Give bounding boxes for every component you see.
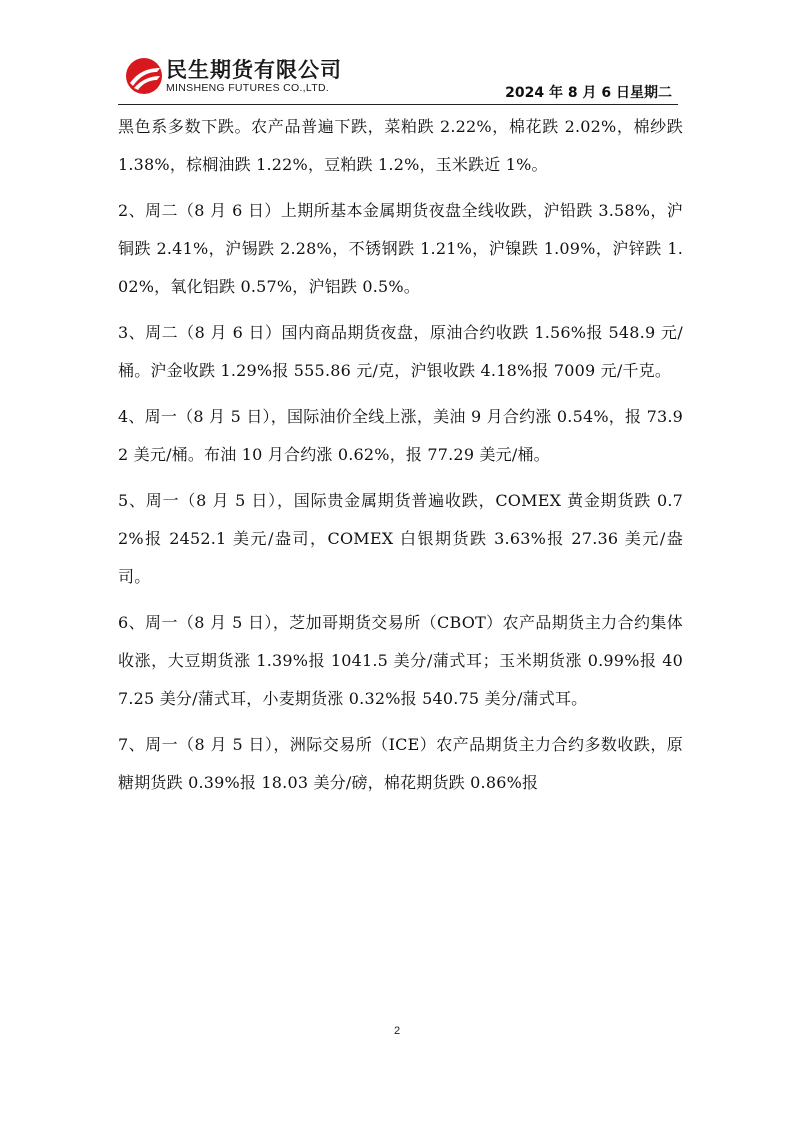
company-logo [118, 52, 368, 102]
logo-english-name: MINSHENG FUTURES CO.,LTD. [166, 82, 330, 94]
paragraph-cbot-agri: 6、周一（8 月 5 日），芝加哥期货交易所（CBOT）农产品期货主力合约集体收涨，大豆期货涨 1.39%报 1041.5 美分/蒲式耳；玉米期货涨 0.99%报 407.25 美分/蒲式耳，小麦期货涨 0.32%报 540.75 美分/蒲式耳。 [118, 613, 683, 708]
minsheng-logo-icon [124, 56, 164, 96]
paragraph-black-and-agri: 黑色系多数下跌。农产品普遍下跌，菜粕跌 2.22%，棉花跌 2.02%，棉纱跌 1.38%，棕榈油跌 1.22%，豆粕跌 1.2%，玉米跌近 1%。 [118, 117, 683, 174]
paragraph-international-oil: 4、周一（8 月 5 日），国际油价全线上涨，美油 9 月合约涨 0.54%，报 73.92 美元/桶。布油 10 月合约涨 0.62%，报 77.29 美元/桶。 [118, 407, 683, 464]
paragraph-precious-metals: 5、周一（8 月 5 日），国际贵金属期货普遍收跌，COMEX 黄金期货跌 0.72%报 2452.1 美元/盎司，COMEX 白银期货跌 3.63%报 27.36 美元/盎司。 [118, 491, 683, 586]
logo-chinese-name: 民生期货有限公司 [166, 58, 342, 82]
header-divider [118, 104, 678, 105]
paragraph-shfe-base-metals: 2、周二（8 月 6 日）上期所基本金属期货夜盘全线收跌，沪铅跌 3.58%，沪铜跌 2.41%，沪锡跌 2.28%，不锈钢跌 1.21%，沪镍跌 1.09%，沪锌跌 1.02%，氧化铝跌 0.57%，沪铝跌 0.5%。 [118, 201, 683, 296]
page-number: 2 [393, 1025, 401, 1037]
document-body [118, 108, 683, 810]
report-date: 2024 年 8 月 6 日星期二 [505, 85, 672, 101]
page-header [118, 52, 678, 106]
paragraph-domestic-night-session: 3、周二（8 月 6 日）国内商品期货夜盘，原油合约收跌 1.56%报 548.9 元/桶。沪金收跌 1.29%报 555.86 元/克，沪银收跌 4.18%报 7009 元/千克。 [118, 323, 683, 380]
paragraph-ice-agri: 7、周一（8 月 5 日），洲际交易所（ICE）农产品期货主力合约多数收跌，原糖期货跌 0.39%报 18.03 美分/磅，棉花期货跌 0.86%报 [118, 735, 683, 792]
